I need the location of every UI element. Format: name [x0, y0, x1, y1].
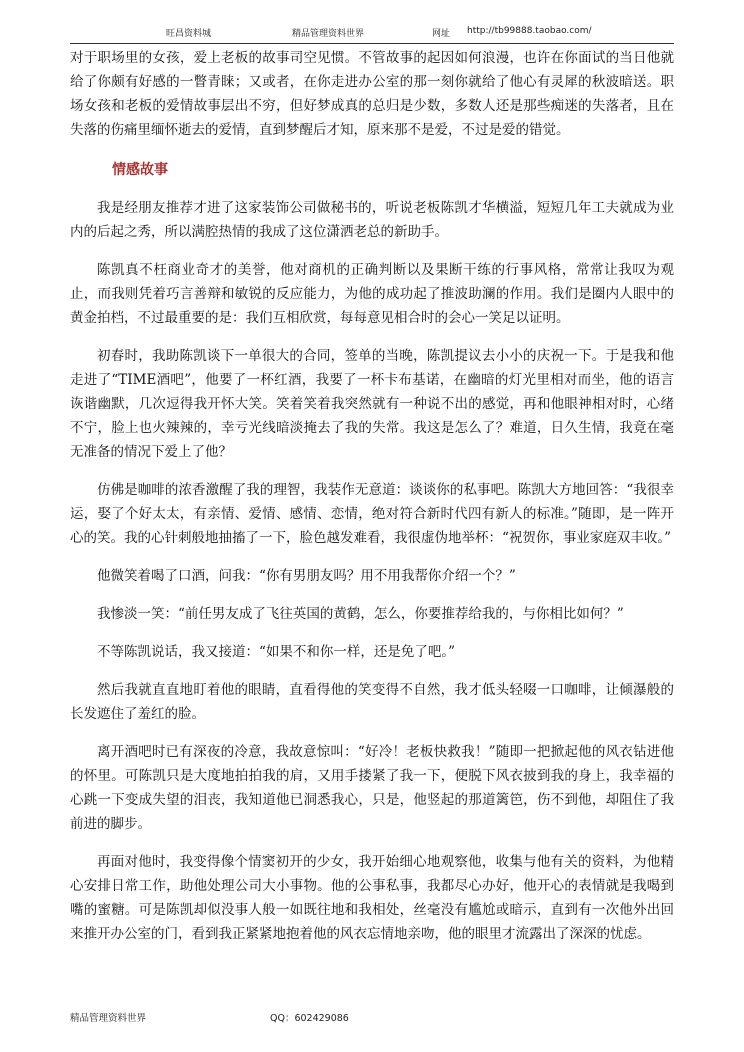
intro-paragraph: 对于职场里的女孩，爱上老板的故事司空见惯。不管故事的起因如何浪漫，也许在你面试的当日他就给了你颇有好感的一瞥青睐；又或者，在你走进办公室的那一刻你就给了他心有灵犀的秋波暗送。职场女孩和老板的爱情故事层出不穷，但好梦成真的总归是少数，多数人还是那些痴迷的失落者，且在失落的伤痛里缅怀逝去的爱情，直到梦醒后才知，原来那不是爱，不过是爱的错觉。: [70, 50, 674, 138]
header-divider: [70, 43, 674, 44]
story-paragraph: 仿佛是咖啡的浓香激醒了我的理智，我装作无意道：谈谈你的私事吧。陈凯大方地回答：“我很幸运，娶了个好太太，有亲情、爱情、感情、恋情，绝对符合新时代四有新人的标准。”随即，是一阵开心的笑。我的心针刺般地抽搐了一下，脸色越发难看，我很虚伪地举杯：“祝贺你，事业家庭双丰收。”: [70, 482, 674, 546]
footer-qq: QQ：602429086: [270, 1013, 349, 1024]
story-paragraph: 他微笑着喝了口酒，问我：“你有男朋友吗？用不用我帮你介绍一个？”: [97, 568, 516, 584]
story-paragraph: 不等陈凯说话，我又接道：“如果不和你一样，还是免了吧。”: [97, 644, 456, 660]
footer-site-name: 精品管理资料世界: [70, 1013, 147, 1024]
story-paragraph: 陈凯真不枉商业奇才的美誉，他对商机的正确判断以及果断干练的行事风格，常常让我叹为观止，而我则凭着巧言善辩和敏锐的反应能力，为他的成功起了推波助澜的作用。我们是圈内人眼中的黄金拍档，不过最重要的是：我们互相欣赏，每每意见相合时的会心一笑足以证明。: [70, 262, 674, 326]
story-paragraph: 然后我就直直地盯着他的眼睛，直看得他的笑变得不自然，我才低头轻啜一口咖啡，让倾瀑般的长发遮住了羞红的脸。: [70, 682, 674, 722]
story-paragraph: 我惨淡一笑：“前任男友成了飞往英国的黄鹤，怎么，你要推荐给我的，与你相比如何？”: [97, 606, 624, 622]
article-body: [70, 46, 674, 960]
story-paragraph: 离开酒吧时已有深夜的冷意，我故意惊叫：“好冷！老板快救我！”随即一把掀起他的风衣钻进他的怀里。可陈凯只是大度地拍拍我的肩，又用手搂紧了我一下，便脱下风衣披到我的身上，我幸福的心跳一下变成失望的泪丧，我知道他已洞悉我心，只是，他竖起的那道篱笆，伤不到他，却阻住了我前进的脚步。: [70, 744, 674, 832]
header-title: 精品管理资料世界: [292, 29, 365, 39]
header-url-link[interactable]: http://tb99888.taobao.com/: [467, 26, 592, 36]
header-url-label: 网址: [432, 29, 451, 39]
header-shop-name: 旺昌资料城: [166, 29, 212, 39]
story-paragraph: 再面对他时，我变得像个情窦初开的少女，我开始细心地观察他，收集与他有关的资料，为他精心安排日常工作，助他处理公司大小事物。他的公事私事，我都尽心办好，他开心的表情就是我喝到嘴的蜜糖。可是陈凯却似没事人般一如既往地和我相处，丝毫没有尴尬或暗示，直到有一次他外出回来推开办公室的门，看到我正紧紧地抱着他的风衣忘情地亲吻，他的眼里才流露出了深深的忧虑。: [70, 854, 674, 942]
story-paragraph: 初春时，我助陈凯谈下一单很大的合同，签单的当晚，陈凯提议去小小的庆祝一下。于是我和他走进了“TIME酒吧”，他要了一杯红酒，我要了一杯卡布基诺，在幽暗的灯光里相对而坐，他的语言诙谐幽默，几次逗得我开怀大笑。笑着笑着我突然就有一种说不出的感觉，再和他眼神相对时，心绪不宁，脸上也火辣辣的，幸亏光线暗淡掩去了我的失常。我这是怎么了？难道，日久生情，我竟在毫无准备的情况下爱上了他？: [70, 348, 674, 460]
story-paragraph: 我是经朋友推荐才进了这家装饰公司做秘书的，听说老板陈凯才华横溢，短短几年工夫就成为业内的后起之秀，所以满腔热情的我成了这位潇洒老总的新助手。: [70, 200, 674, 240]
section-title: 情感故事: [112, 162, 168, 178]
